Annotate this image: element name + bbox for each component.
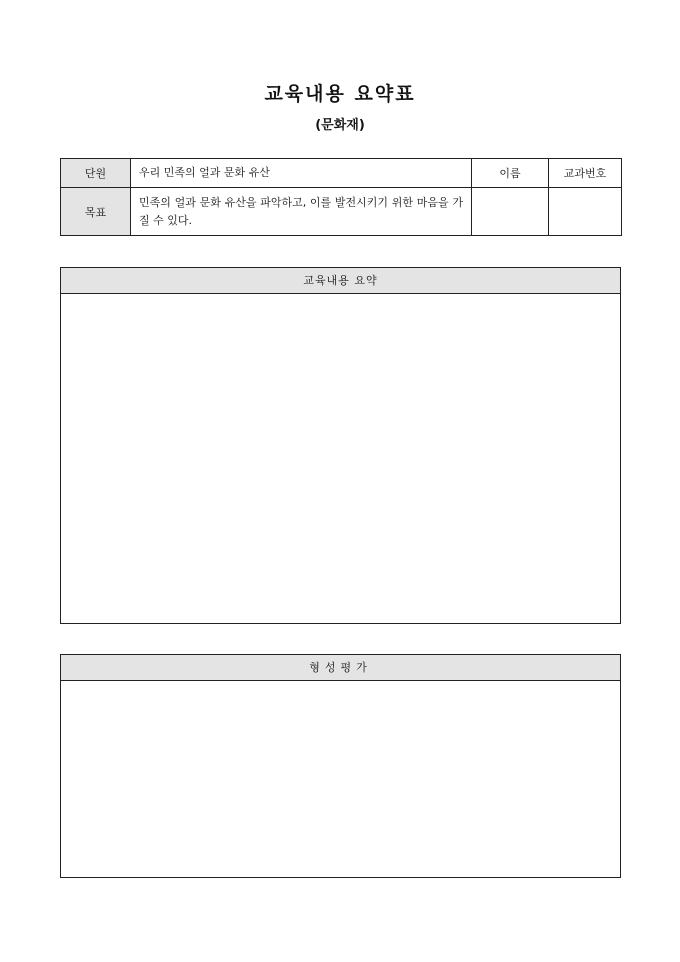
summary-header: 교육내용 요약 [61, 268, 620, 294]
evaluation-box [60, 654, 621, 878]
summary-box [60, 267, 621, 624]
goal-label: 목표 [61, 188, 131, 236]
unit-label: 단원 [61, 159, 131, 188]
info-table [60, 158, 622, 236]
unit-value: 우리 민족의 얼과 문화 유산 [131, 159, 472, 188]
evaluation-header: 형성평가 [61, 655, 620, 681]
name-label: 이름 [472, 159, 549, 188]
info-row-unit [61, 159, 622, 188]
document-title: 교육내용 요약표 [264, 83, 416, 105]
number-field[interactable] [549, 188, 622, 236]
info-row-goal [61, 188, 622, 236]
number-label: 교과번호 [549, 159, 622, 188]
goal-value: 민족의 얼과 문화 유산을 파악하고, 이를 발전시키기 위한 마음을 가질 수 있다. [131, 188, 472, 236]
name-field[interactable] [472, 188, 549, 236]
document-subtitle: (문화재) [315, 118, 365, 133]
